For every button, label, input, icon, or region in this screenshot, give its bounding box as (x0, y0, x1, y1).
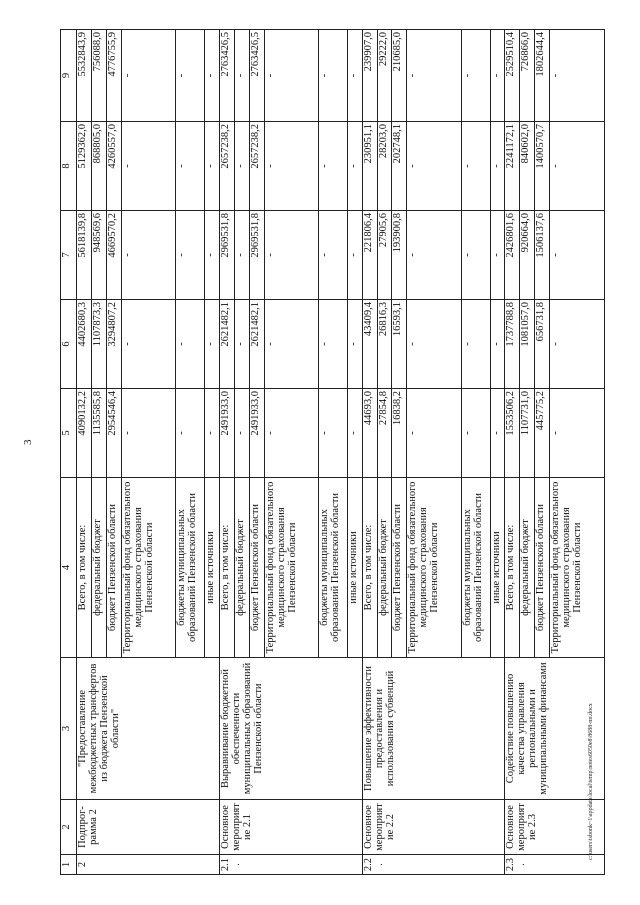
table-row (77, 30, 92, 875)
funding-source: бюджеты муниципальных образований Пензенской области (319, 478, 348, 658)
funding-source: бюджет Пензенской области (535, 478, 550, 658)
value-cell: - (407, 30, 462, 122)
value-cell: 5532843,9 (77, 30, 92, 122)
section-type: Основное мероприятие 2.3 (505, 800, 605, 855)
value-cell: 4090132,2 (77, 389, 92, 478)
value-cell: - (490, 122, 505, 211)
value-cell: 16593,1 (392, 300, 407, 389)
value-cell: 2954546,4 (106, 389, 121, 478)
value-cell: 840602,0 (520, 122, 535, 211)
value-cell: - (550, 300, 605, 389)
value-cell: 2621482,1 (249, 300, 264, 389)
value-cell: - (176, 211, 205, 300)
value-cell: - (121, 389, 176, 478)
section-type: Основное мероприятие 2.2 (362, 800, 505, 855)
column-header: 3 (61, 658, 77, 800)
value-cell: - (461, 211, 490, 300)
value-cell: 1135585,8 (92, 389, 107, 478)
value-cell: 1553506,2 (505, 389, 520, 478)
value-cell: 5618139,8 (77, 211, 92, 300)
funding-source: бюджет Пензенской области (106, 478, 121, 658)
value-cell: - (319, 300, 348, 389)
funding-source: бюджет Пензенской области (249, 478, 264, 658)
column-header: 4 (61, 478, 77, 658)
funding-source: федеральный бюджет (377, 478, 392, 658)
value-cell: - (121, 30, 176, 122)
column-header: 6 (61, 300, 77, 389)
value-cell: 1107873,3 (92, 300, 107, 389)
value-cell: - (205, 211, 220, 300)
section-number: 2.1. (219, 855, 362, 875)
value-cell: - (264, 300, 319, 389)
value-cell: 16838,2 (392, 389, 407, 478)
value-cell: 193900,8 (392, 211, 407, 300)
value-cell: - (461, 389, 490, 478)
section-name: Повышение эффективности предоставления и использования субвенций (362, 658, 505, 800)
value-cell: - (461, 122, 490, 211)
funding-source: иные источники (205, 478, 220, 658)
value-cell: 230951,1 (362, 122, 377, 211)
column-header: 5 (61, 389, 77, 478)
value-cell: 2529510,4 (505, 30, 520, 122)
value-cell: - (407, 211, 462, 300)
value-cell: 4260557,0 (106, 122, 121, 211)
value-cell: 210685,0 (392, 30, 407, 122)
value-cell: 44693,0 (362, 389, 377, 478)
value-cell: 43409,4 (362, 300, 377, 389)
value-cell: 656731,8 (535, 300, 550, 389)
value-cell: - (205, 300, 220, 389)
funding-source: Всего, в том числе: (362, 478, 377, 658)
funding-source: Всего, в том числе: (219, 478, 234, 658)
funding-source: Территориальный фонд обязательного медицинского страхования Пензенской области (121, 478, 176, 658)
value-cell: 221806,4 (362, 211, 377, 300)
value-cell: - (264, 30, 319, 122)
funding-source: Территориальный фонд обязательного медицинского страхования Пензенской области (264, 478, 319, 658)
value-cell: - (264, 389, 319, 478)
value-cell: - (234, 389, 249, 478)
value-cell: - (319, 389, 348, 478)
funding-source: федеральный бюджет (520, 478, 535, 658)
value-cell: 239907,0 (362, 30, 377, 122)
section-name: "Предоставление межбюджетных трансфертов из бюджета Пензенской области" (77, 658, 220, 800)
value-cell: - (121, 122, 176, 211)
table-row (219, 30, 234, 875)
section-number: 2.3. (505, 855, 605, 875)
value-cell: 2426801,6 (505, 211, 520, 300)
value-cell: 1737788,8 (505, 300, 520, 389)
funding-source: иные источники (347, 478, 362, 658)
value-cell: 27854,8 (377, 389, 392, 478)
value-cell: - (176, 389, 205, 478)
value-cell: 756088,0 (92, 30, 107, 122)
value-cell: - (347, 30, 362, 122)
value-cell: 202748,1 (392, 122, 407, 211)
value-cell: - (234, 30, 249, 122)
value-cell: - (347, 300, 362, 389)
value-cell: 948569,6 (92, 211, 107, 300)
value-cell: 4402680,3 (77, 300, 92, 389)
value-cell: 726866,0 (520, 30, 535, 122)
column-header: 8 (61, 122, 77, 211)
value-cell: - (461, 300, 490, 389)
value-cell: - (319, 122, 348, 211)
value-cell: - (407, 389, 462, 478)
value-cell: - (550, 30, 605, 122)
section-type: Основное мероприятие 2.1 (219, 800, 362, 855)
value-cell: - (461, 30, 490, 122)
value-cell: 3294807,2 (106, 300, 121, 389)
value-cell: - (205, 389, 220, 478)
table-row (362, 30, 377, 875)
value-cell: - (347, 122, 362, 211)
value-cell: 1506137,6 (535, 211, 550, 300)
footer-file-path: c:\users\tsbonk~1\appdata\local\temp\notes6050e8\8688-пп.docx (588, 703, 594, 860)
funding-source: Всего, в том числе: (77, 478, 92, 658)
value-cell: 4776755,9 (106, 30, 121, 122)
value-cell: - (176, 300, 205, 389)
value-cell: - (234, 300, 249, 389)
value-cell: - (205, 122, 220, 211)
budget-table (60, 29, 605, 875)
value-cell: - (407, 122, 462, 211)
value-cell: 1081057,0 (520, 300, 535, 389)
value-cell: 1802644,4 (535, 30, 550, 122)
value-cell: 28203,0 (377, 122, 392, 211)
value-cell: 2969531,8 (249, 211, 264, 300)
value-cell: - (407, 300, 462, 389)
value-cell: 1400570,7 (535, 122, 550, 211)
value-cell: - (264, 211, 319, 300)
value-cell: - (234, 211, 249, 300)
funding-source: иные источники (490, 478, 505, 658)
value-cell: 445775,2 (535, 389, 550, 478)
column-header: 2 (61, 800, 77, 855)
column-header: 9 (61, 30, 77, 122)
section-name: Выравнивание бюджетной обеспеченности муниципальных образований Пензенской области (219, 658, 362, 800)
value-cell: - (550, 122, 605, 211)
section-type: Подпрог-рамма 2 (77, 800, 220, 855)
value-cell: 2491933,0 (249, 389, 264, 478)
value-cell: - (319, 30, 348, 122)
value-cell: 2763426,5 (219, 30, 234, 122)
value-cell: - (490, 30, 505, 122)
funding-source: бюджеты муниципальных образований Пензенской области (461, 478, 490, 658)
value-cell: 920664,0 (520, 211, 535, 300)
value-cell: 29222,0 (377, 30, 392, 122)
value-cell: 868805,0 (92, 122, 107, 211)
value-cell: 2491933,0 (219, 389, 234, 478)
table-row (505, 30, 520, 875)
value-cell: - (490, 211, 505, 300)
value-cell: 27905,6 (377, 211, 392, 300)
funding-source: федеральный бюджет (234, 478, 249, 658)
value-cell: - (490, 389, 505, 478)
value-cell: - (264, 122, 319, 211)
value-cell: 2241172,1 (505, 122, 520, 211)
value-cell: - (490, 300, 505, 389)
rotated-table-container (60, 30, 605, 875)
value-cell: - (550, 211, 605, 300)
section-name: Содействие повышению качества управления региональными и муниципальными финансами (505, 658, 605, 800)
column-header: 7 (61, 211, 77, 300)
value-cell: - (347, 389, 362, 478)
funding-source: федеральный бюджет (92, 478, 107, 658)
value-cell: 2621482,1 (219, 300, 234, 389)
section-number: 2 (77, 855, 220, 875)
value-cell: 2657238,2 (249, 122, 264, 211)
value-cell: - (176, 122, 205, 211)
section-number: 2.2. (362, 855, 505, 875)
value-cell: 2657238,2 (219, 122, 234, 211)
funding-source: бюджет Пензенской области (392, 478, 407, 658)
funding-source: Всего, в том числе: (505, 478, 520, 658)
funding-source: Территориальный фонд обязательного медицинского страхования Пензенской области (550, 478, 605, 658)
value-cell: - (121, 211, 176, 300)
value-cell: - (550, 389, 605, 478)
value-cell: 26816,3 (377, 300, 392, 389)
page-number: 3 (22, 439, 34, 445)
value-cell: - (234, 122, 249, 211)
value-cell: 1107731,0 (520, 389, 535, 478)
value-cell: 2969531,8 (219, 211, 234, 300)
value-cell: - (347, 211, 362, 300)
column-header: 1 (61, 855, 77, 875)
funding-source: бюджеты муниципальных образований Пензенской области (176, 478, 205, 658)
value-cell: 4669570,2 (106, 211, 121, 300)
header-row (61, 30, 77, 875)
value-cell: - (121, 300, 176, 389)
value-cell: 2763426,5 (249, 30, 264, 122)
value-cell: - (205, 30, 220, 122)
funding-source: Территориальный фонд обязательного медицинского страхования Пензенской области (407, 478, 462, 658)
value-cell: 5129362,0 (77, 122, 92, 211)
value-cell: - (176, 30, 205, 122)
value-cell: - (319, 211, 348, 300)
